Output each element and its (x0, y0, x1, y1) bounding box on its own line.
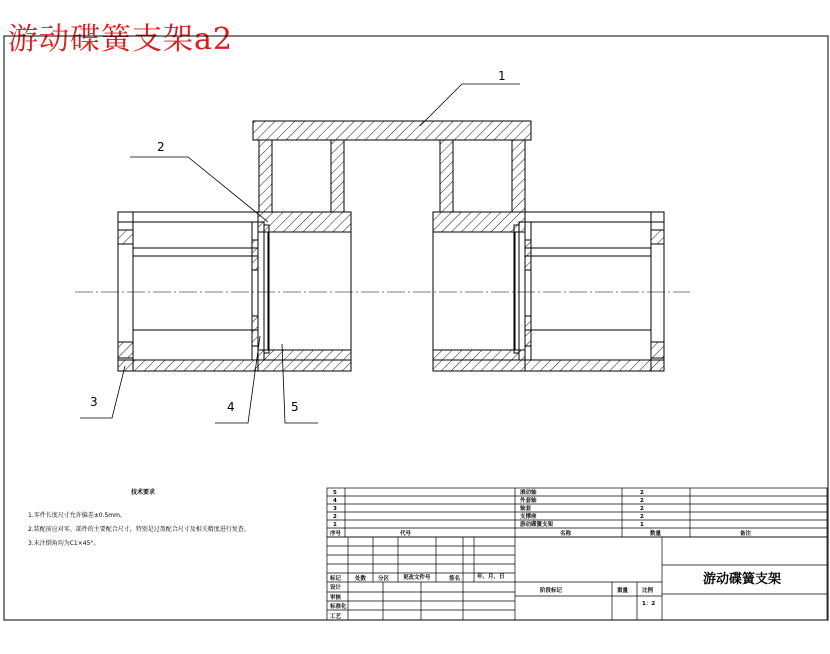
balloon-2: 2 (157, 140, 165, 154)
bom-name-2: 支撑座 (520, 514, 537, 520)
top-plate (253, 121, 531, 140)
tb-sign: 签名 (449, 576, 461, 582)
technical-requirements (28, 490, 318, 555)
bom-qty-2: 2 (640, 514, 644, 520)
balloon-3: 3 (90, 395, 98, 409)
tb-scale-value: 1：2 (642, 601, 656, 607)
tb-date: 年、月、日 (477, 574, 505, 580)
tb-zone: 分区 (378, 576, 390, 582)
bom-name-4: 外套轴 (520, 498, 537, 504)
bom-header-code: 代号 (400, 531, 412, 537)
balloon-4: 4 (227, 400, 235, 414)
balloon-1: 1 (498, 69, 506, 83)
bom-header-material: 备注 (740, 531, 752, 537)
right-assembly (433, 212, 664, 371)
tb-review: 审核 (330, 595, 342, 601)
tech-req-item-2: 2.装配前应对零、部件的主要配合尺寸，特别是过盈配合尺寸及相关精度进行复查。 (28, 526, 250, 533)
bom-qty-5: 2 (640, 490, 644, 496)
bom-no-1: 1 (333, 522, 337, 528)
tb-standard: 标准化 (330, 604, 347, 610)
tb-drawing-title: 游动碟簧支架 (703, 572, 782, 587)
bom-header-no: 序号 (330, 531, 342, 537)
tb-craft: 工艺 (330, 614, 342, 620)
title-block-labels (329, 571, 781, 620)
bom-no-2: 2 (333, 514, 337, 520)
bom-name-1: 游动碟簧支架 (520, 522, 554, 528)
tb-scale: 比例 (642, 588, 654, 594)
drawing-banner-title: 游动碟簧支架a2 (8, 22, 233, 57)
tech-req-item-3: 3.未注倒角均为C1×45°。 (28, 540, 100, 547)
tb-design: 设计 (330, 585, 342, 591)
left-assembly (118, 212, 351, 371)
bom-qty-4: 2 (640, 498, 644, 504)
bom-name-3: 轴套 (520, 506, 532, 512)
tb-mark: 标记 (330, 576, 342, 582)
tb-count: 处数 (355, 576, 367, 582)
bom-qty-3: 2 (640, 506, 644, 512)
tech-req-item-1: 1.零件长度尺寸允许偏差±0.5mm。 (28, 512, 126, 519)
tb-change-doc: 更改文件号 (403, 575, 431, 581)
bom-name-5: 滚动轴 (520, 490, 537, 496)
bom-qty-1: 1 (640, 522, 644, 528)
bom-rows (330, 488, 752, 537)
bom-no-3: 3 (333, 506, 337, 512)
tech-req-title: 技术要求 (130, 489, 155, 496)
bom-header-name: 名称 (560, 531, 572, 537)
balloon-5: 5 (291, 400, 299, 414)
support-legs (259, 140, 525, 212)
bom-table (327, 488, 827, 537)
tb-weight: 重量 (617, 588, 629, 594)
bom-no-4: 4 (333, 498, 337, 504)
bom-header-qty: 数量 (650, 531, 662, 537)
bom-no-5: 5 (333, 490, 337, 496)
tb-stage-mark: 阶段标记 (540, 588, 563, 594)
